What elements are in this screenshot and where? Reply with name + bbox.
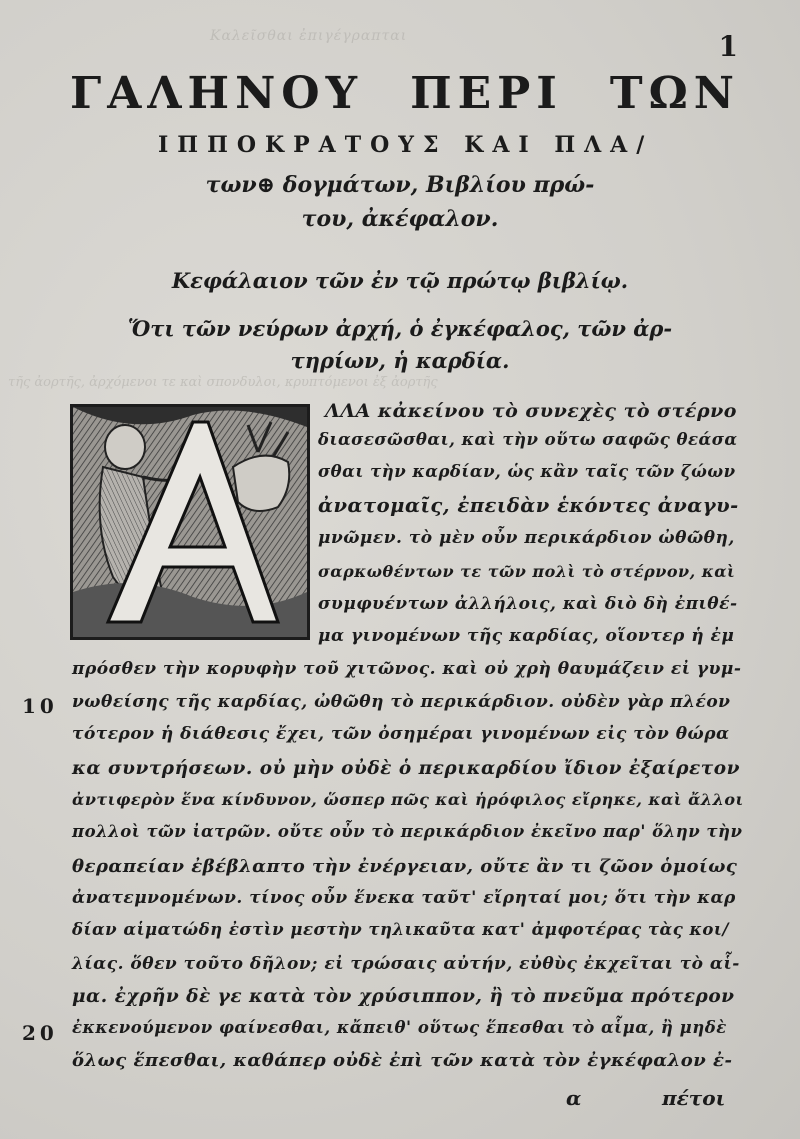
body-line-2: διασεσῶσθαι, καὶ τὴν οὕτω σαφῶς θεάσα [318, 430, 738, 449]
title-word-2: ΠΕΡΙ [410, 68, 563, 119]
body-line-5: μνῶμεν. τὸ μὲν οὖν περικάρδιον ὠθῶθη, [318, 528, 735, 548]
page-subtitle: ΙΠΠΟΚΡΑΤΟΥΣ ΚΑΙ ΠΛΑ/ [158, 132, 654, 158]
body-line-4: ἀνατομαῖς, ἐπειδὰν ἑκόντες ἀναγυ- [318, 494, 739, 517]
page-title [70, 68, 740, 119]
title-line-4: του, ἀκέφαλον. [301, 206, 499, 232]
section-heading-line-1: Ὅτι τῶν νεύρων ἀρχή, ὁ ἐγκέφαλος, τῶν ἀρ- [127, 316, 673, 341]
line-number-20: 20 [22, 1021, 58, 1045]
bleed-through-top: Καλεῖσθαι ἐπιγέγραπται [210, 28, 408, 44]
catchword: πέτοι [662, 1086, 726, 1110]
body-line-10: νωθείσης τῆς καρδίας, ὠθῶθη τὸ περικάρδιον. οὐδὲν γὰρ πλέον [72, 692, 731, 712]
title-word-1: ΓΑΛΗΝΟΥ [70, 68, 364, 119]
woodcut-illustration [73, 407, 307, 637]
body-line-20: ἐκκενούμενον φαίνεσθαι, κἄπειθ' οὕτως ἕπεσθαι τὸ αἷμα, ἢ μηδὲ [72, 1018, 727, 1037]
body-line-18: λίας. ὅθεν τοῦτο δῆλον; εἰ τρώσαις αὐτήν, εὐθὺς ἐκχεῖται τὸ αἷ- [72, 954, 740, 974]
title-line-3: των⊕ δογμάτων, Βιβλίου πρώ- [205, 172, 595, 198]
body-line-17: δίαν αἱματώδη ἐστὶν μεστὴν τηλικαῦτα κατ' ἀμφοτέρας τὰς κοι/ [72, 920, 729, 939]
body-line-16: ἀνατεμνομένων. τίνος οὖν ἕνεκα ταῦτ' εἴρηταί μοι; ὅτι τὴν καρ [72, 888, 736, 908]
body-line-11: τότερον ἡ διάθεσις ἔχει, τῶν ὀσημέραι γινομένων εἰς τὸν θώρα [72, 724, 730, 744]
body-line-19: μα. ἐχρῆν δὲ γε κατὰ τὸν χρύσιππον, ἢ τὸ πνεῦμα πρότερον [72, 986, 735, 1007]
bleed-through-side: τῆς ἀορτῆς, ἀρχόμενοι τε καὶ σπονδυλοι, κρυπτόμενοι ἐξ ἀορτῆς [8, 375, 438, 390]
body-line-12: κα συντρήσεων. οὐ μὴν οὐδὲ ὁ περικαρδίου ἴδιον ἐξαίρετον [72, 758, 740, 779]
body-line-7: συμφυέντων ἀλλήλοις, καὶ διὸ δὴ ἐπιθέ- [318, 594, 738, 614]
body-line-8: μα γινομένων τῆς καρδίας, οἵοντερ ἡ ἐμ [318, 626, 735, 646]
body-line-13: ἀντιφερὸν ἕνα κίνδυνον, ὥσπερ πῶς καὶ ἡρόφιλος εἴρηκε, καὶ ἄλλοι [72, 790, 744, 809]
chapter-heading: Κεφάλαιον τῶν ἐν τῷ πρώτῳ βιβλίῳ. [171, 268, 629, 293]
section-heading-line-2: τηρίων, ἡ καρδία. [290, 348, 510, 373]
line-number-10: 10 [22, 694, 58, 718]
body-line-1: ΛΛΑ κἀκείνου τὸ συνεχὲς τὸ στέρνο [325, 400, 737, 422]
page-number: 1 [718, 30, 738, 63]
woodcut-initial-letter [70, 404, 310, 640]
body-line-21: ὅλως ἕπεσθαι, καθάπερ οὐδὲ ἐπὶ τῶν κατὰ τὸν ἐγκέφαλον ἐ- [72, 1050, 733, 1071]
signature-mark: α [566, 1086, 582, 1110]
body-line-3: σθαι τὴν καρδίαν, ὡς κἂν ταῖς τῶν ζώων [318, 462, 736, 481]
title-word-3: ΤΩΝ [609, 68, 740, 119]
body-line-6: σαρκωθέντων τε τῶν πολὶ τὸ στέρνον, καὶ [318, 562, 736, 581]
body-line-9: πρόσθεν τὴν κορυφὴν τοῦ χιτῶνος. καὶ οὐ χρὴ θαυμάζειν εἰ γυμ- [72, 659, 742, 679]
body-line-14: πολλοὶ τῶν ἰατρῶν. οὔτε οὖν τὸ περικάρδιον ἐκεῖνο παρ' ὅλην τὴν [72, 822, 743, 841]
body-line-15: θεραπείαν ἐβέβλαπτο τὴν ἐνέργειαν, οὔτε ἂν τι ζῶον ὁμοίως [72, 856, 738, 877]
